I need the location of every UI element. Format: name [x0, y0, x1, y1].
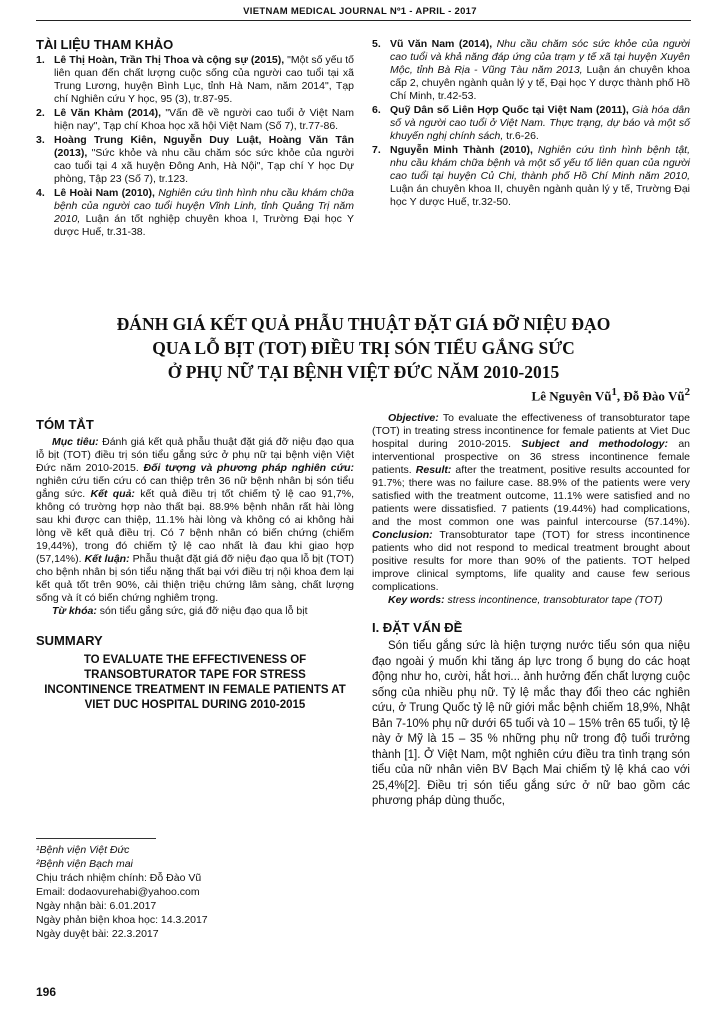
- abstract-text: nghiên cứu tiến cứu có can thiệp trên 36 nữ bệnh nhân bị són tiểu gắng sức.: [36, 475, 354, 500]
- header-rule: [36, 20, 691, 21]
- summary-title: TO EVALUATE THE EFFECTIVENESS OF TRANSOBTURATOR TAPE FOR STRESS INCONTINENCE TREATMENT IN FEMALE PATIENTS AT VIET DUC HOSPITAL DURING 2010-2015: [44, 654, 346, 711]
- author-separator: ,: [616, 388, 624, 404]
- article-title-line: Ở PHỤ NỮ TẠI BỆNH VIỆT ĐỨC NĂM 2010-2015: [167, 362, 560, 382]
- keywords-text: són tiểu gắng sức, giá đỡ niệu đạo qua lỗ bịt: [96, 605, 308, 617]
- reference-work-title: Nhu cầu chăm sóc sức khỏe của người cao tuổi và khả năng đáp ứng của trạm y tế xã tại huyện Xuyên Mộc, tỉnh Bà Rịa - Vũng Tàu năm 2013,: [390, 38, 690, 76]
- email: Email: dodaovurehabi@yahoo.com: [36, 886, 200, 898]
- reference-work-title: Già hóa dân số và người cao tuổi ở Việt Nam. Thực trạng, dự báo và một số khuyến nghị chính sách,: [390, 104, 690, 142]
- reference-number: 3.: [36, 134, 45, 146]
- reference-item: [36, 107, 354, 133]
- reference-number: 5.: [372, 38, 381, 50]
- reference-text: "Vấn đề về người cao tuổi ở Việt Nam hiện nay", Tạp chí Khoa học xã hội Việt Nam (Số 7), tr.77-86.: [54, 107, 354, 132]
- footnote-rule: [36, 838, 156, 839]
- journal-header: VIETNAM MEDICAL JOURNAL Nº1 - APRIL - 2017: [243, 6, 477, 17]
- author-name: Đỗ Đào Vũ: [623, 388, 685, 404]
- author-name: Lê Nguyên Vũ: [531, 388, 612, 404]
- reference-text: tr.6-26.: [503, 130, 539, 142]
- reference-work-title: Nghiên cứu tình hình nhu cầu khám chữa bệnh của người cao tuổi huyện Vĩnh Linh, tỉnh Quảng Trị năm 2010,: [54, 187, 354, 225]
- abstract-text: Đánh giá kết quả phẫu thuật đặt giá đỡ niệu đạo qua lỗ bịt (TOT) điều trị són tiểu gắng sức ở phụ nữ tại bệnh viện Việt Đức năm 2010-2015.: [36, 436, 354, 474]
- abstract-text: kết quả điều trị tốt chiếm tỷ lệ cao 91,7%, không có trường hợp nào thất bại. 88.9% bệnh nhân rất hài lòng sau khi được can thiệp, 11.1% hài lòng và không có ai không hài lòng về kết quả điều trị. Có 7 bệnh nhân có biến chứng (chiếm 19,44%), trong đó chiếm tỷ lệ cao nhất là đau khi giao hợp (57,14%).: [36, 488, 355, 565]
- reference-authors: Hoàng Trung Kiên, Nguyễn Duy Luật, Hoàng Văn Tân (2013),: [54, 134, 354, 159]
- author-affiliation-mark: 1: [611, 386, 617, 398]
- reference-item: [372, 38, 690, 103]
- review-date: Ngày phản biện khoa học: 14.3.2017: [36, 914, 208, 926]
- abstract-text: Phẫu thuật đặt giá đỡ niệu đạo qua lỗ bịt (TOT) cho bệnh nhân bị són tiểu nặng thất bại với điều trị nội khoa đem lại kết quả tốt trên 90%, cải thiện triệu chứng lâm sàng, chất lượng sống và ít có biến chứng nghiêm trọng.: [36, 553, 354, 604]
- reference-number: 2.: [36, 107, 45, 119]
- abstract-label: Conclusion:: [372, 529, 433, 541]
- reference-number: 1.: [36, 54, 45, 66]
- reference-text: Luận án tốt nghiệp chuyên khoa I, Trường Đại học Y dược Huế, tr.31-38.: [54, 213, 354, 238]
- keywords-label: Key words:: [388, 594, 445, 606]
- references-right-column: [372, 38, 690, 210]
- article-title-line: QUA LỖ BỊT (TOT) ĐIỀU TRỊ SÓN TIỂU GẮNG SỨC: [152, 338, 575, 358]
- reference-item: [372, 104, 690, 143]
- abstract-heading: TÓM TẮT: [36, 417, 94, 432]
- abstract-label: Result:: [415, 464, 452, 476]
- abstract-label: Subject and methodology:: [521, 438, 669, 450]
- abstract-label: Đối tượng và phương pháp nghiên cứu:: [143, 462, 355, 474]
- reference-number: 7.: [372, 144, 381, 156]
- reference-authors: Quỹ Dân số Liên Hợp Quốc tại Việt Nam (2011),: [390, 104, 629, 116]
- reference-number: 6.: [372, 104, 381, 116]
- abstract-label: Kết quả:: [90, 488, 135, 500]
- keywords-en: [372, 594, 690, 607]
- keywords-label: Từ khóa:: [52, 605, 97, 617]
- article-title: [36, 312, 691, 384]
- author-affiliation-mark: 2: [684, 386, 690, 398]
- reference-item: [372, 144, 690, 209]
- article-title-line: ĐÁNH GIÁ KẾT QUẢ PHẪU THUẬT ĐẶT GIÁ ĐỠ NIỆU ĐẠO: [116, 314, 611, 334]
- reference-text: Luận án chuyên khoa II, chuyên ngành quản lý y tế, Trường Đại học Y dược Huế, tr.32-50.: [390, 183, 690, 208]
- summary-heading: SUMMARY: [36, 633, 103, 648]
- keywords-text: stress incontinence, transobturator tape (TOT): [444, 594, 663, 606]
- affiliation-note: ¹Bệnh viện Việt Đức: [36, 844, 130, 856]
- references-title: TÀI LIỆU THAM KHẢO: [36, 37, 174, 52]
- right-main-column: [372, 412, 690, 810]
- abstract-text: To evaluate the effectiveness of transobturator tape (TOT) in treating stress incontinence for female patients at Viet Duc hospital during 2010-2015.: [372, 412, 690, 450]
- reference-item: [36, 54, 354, 106]
- keywords-vi: [36, 605, 354, 618]
- abstract-en-text: [372, 412, 690, 594]
- references-left-column: [36, 38, 354, 240]
- reference-text: "Một số yếu tố liên quan đến chất lượng cuộc sống của người cao tuổi tại xã Trung Lương, huyện Bình Lục, tỉnh Hà Nam, năm 2014", Tạp chí Nghiên cứu Y học, 95 (3), tr.87-95.: [54, 54, 354, 105]
- reference-text: "Sức khỏe và nhu cầu chăm sóc sức khỏe của người cao tuổi tại 4 xã huyện Đông Anh, Hà Nội", Tạp chí Y học Dự phòng, Tập 23 (Số 7), tr.123.: [54, 147, 354, 185]
- abstract-label: Objective:: [388, 412, 439, 424]
- reference-item: [36, 187, 354, 239]
- reference-authors: Lê Văn Khảm (2014),: [54, 107, 161, 119]
- section-heading-introduction: I. ĐẶT VẤN ĐỀ: [372, 620, 463, 635]
- article-authors: [380, 386, 690, 404]
- reference-authors: Lê Thị Hoàn, Trần Thị Thoa và cộng sự (2015),: [54, 54, 285, 66]
- reference-number: 4.: [36, 187, 45, 199]
- abstract-text: after the treatment, positive results accounted for 91.7%; there was no failure case. 88.9% of the patients were very satisfied with the treatment outcome, 11.1% were satisfied and no patients were dissatisfied. 7 patients (19.44%) had complications, and the most common one was painful intercourse (57.14%).: [372, 464, 690, 528]
- affiliation-note: ²Bệnh viện Bạch mai: [36, 858, 133, 870]
- abstract-text: an interventional prospective on 36 stress incontinence female patients.: [372, 438, 690, 476]
- page-number: 196: [36, 985, 57, 999]
- reference-text: Luận án chuyên khoa cấp 2, chuyên ngành quản lý y tế, Đại học Y dược thành phố Hồ Chí Minh, tr.42-53.: [390, 64, 690, 102]
- received-date: Ngày nhận bài: 6.01.2017: [36, 900, 157, 912]
- introduction-text: Són tiểu gắng sức là hiện tượng nước tiểu són qua niệu đạo ngoài ý muốn khi tăng áp lực trong ổ bụng do các hoạt động như ho, cười, hắt hơi... ảnh hưởng đến chất lượng cuộc sống của nhiều phụ nữ. Tỷ lệ mắc thay đổi theo các nghiên cứu, ở Trung Quốc tỷ lệ nữ giới mắc bệnh chiếm 18,9%, Nhật Bản 7-10% phụ nữ dưới 65 tuổi và 10 – 15% trên 65 tuổi, tỷ lệ này ở Mỹ là 15 – 35 % những phụ nữ trong độ tuổi trưởng thành [1]. Ở Việt Nam, một nghiên cứu điều tra tình trạng són tiểu của nữ nhân viên BV Bạch Mai chiếm tỷ lệ khá cao với 25,4%[2]. Điều trị són tiểu gắng sức ở nữ bao gồm các phương pháp dùng thuốc,: [372, 640, 690, 807]
- left-main-column: [36, 412, 354, 713]
- accepted-date: Ngày duyệt bài: 22.3.2017: [36, 928, 159, 940]
- responsible-author: Chịu trách nhiệm chính: Đỗ Đào Vũ: [36, 872, 202, 884]
- reference-work-title: Nghiên cứu tình hình bệnh tật, nhu cầu khám chữa bệnh và một số yếu tố liên quan của người cao tuổi tại huyện Củ Chi, thành phố Hồ Chí Minh năm 2010,: [390, 144, 691, 182]
- abstract-vi-text: [36, 436, 354, 605]
- reference-authors: Nguyễn Minh Thành (2010),: [390, 144, 533, 156]
- reference-authors: Lê Hoài Nam (2010),: [54, 187, 155, 199]
- footnotes: [36, 838, 354, 941]
- abstract-text: Transobturator tape (TOT) for stress incontinence patients who did not respond to medical treatment brought about positive results for more than 90% of the patients. TOT helped improve clinical symptoms, life quality and cause few serious complications.: [372, 529, 690, 593]
- abstract-label: Kết luận:: [84, 553, 130, 565]
- reference-item: [36, 134, 354, 186]
- reference-authors: Vũ Văn Nam (2014),: [390, 38, 493, 50]
- abstract-label: Mục tiêu:: [52, 436, 99, 448]
